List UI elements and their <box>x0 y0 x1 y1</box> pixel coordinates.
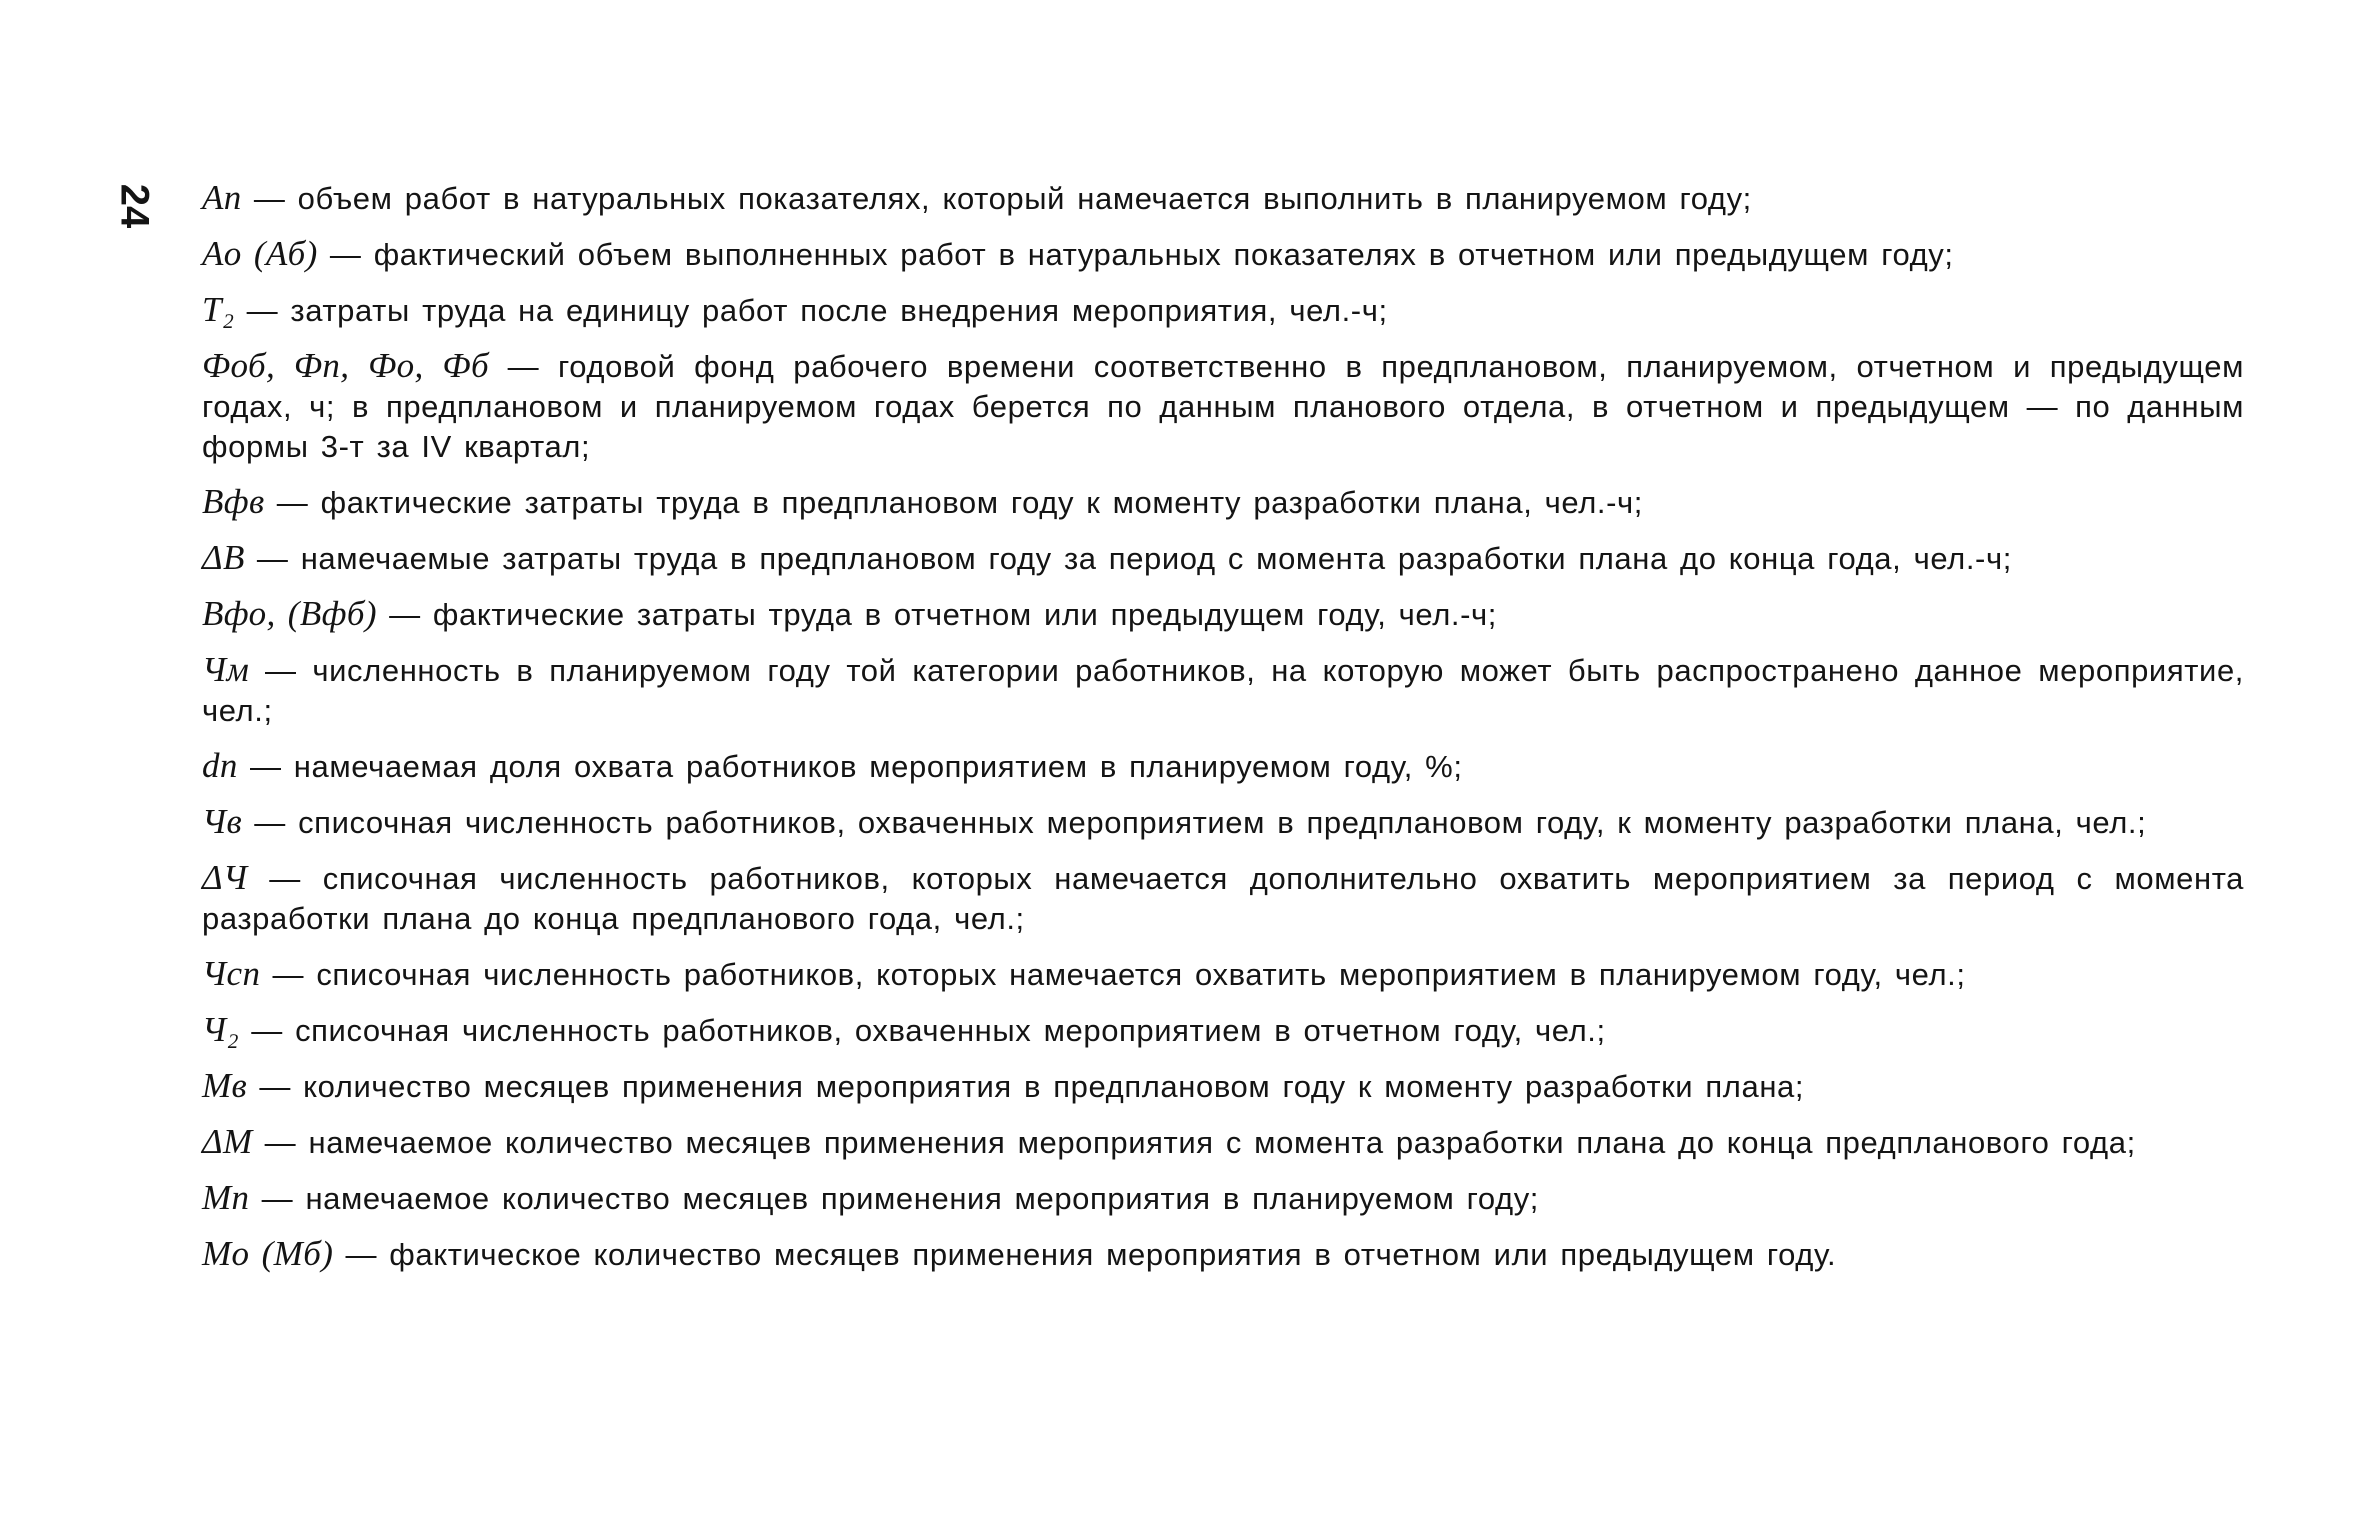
definition-item <box>202 594 2244 634</box>
definition-text: — затраты труда на единицу работ после внедрения мероприятия, чел.-ч; <box>246 293 1388 328</box>
definition-item <box>202 1178 2244 1218</box>
definition-text: — списочная численность работников, охваченных мероприятием в предплановом году, к моменту разработки плана, чел.; <box>254 805 2147 840</box>
definition-symbol: Mв <box>202 1066 248 1105</box>
definition-text: — списочная численность работников, охваченных мероприятием в отчетном году, чел.; <box>251 1013 1606 1048</box>
definition-text: — численность в планируемом году той категории работников, на которую может быть распространено данное мероприятие, чел.; <box>202 653 2244 728</box>
definition-symbol: Ч₂ <box>202 1010 240 1049</box>
definition-symbol: Чсп <box>202 954 261 993</box>
definition-symbol: Mо (Mб) <box>202 1234 334 1273</box>
definition-item <box>202 178 2244 218</box>
definition-text: — намечаемая доля охвата работников мероприятием в планируемом году, %; <box>249 749 1463 784</box>
definition-symbol: Bфв <box>202 482 265 521</box>
definition-symbol: Фоб, Фп, Фо, Фб <box>202 346 489 385</box>
definition-text: — намечаемое количество месяцев применения мероприятия с момента разработки плана до конца предпланового года; <box>264 1125 2136 1160</box>
definition-symbol: ΔM <box>202 1122 253 1161</box>
definition-text: — списочная численность работников, которых намечается охватить мероприятием в планируемом году, чел.; <box>272 957 1966 992</box>
definition-symbol: Чв <box>202 802 243 841</box>
definition-item <box>202 954 2244 994</box>
definition-item <box>202 234 2244 274</box>
definition-symbol: ΔB <box>202 538 245 577</box>
definition-item <box>202 538 2244 578</box>
definition-symbol: Aо (Aб) <box>202 234 318 273</box>
definition-item <box>202 1234 2244 1274</box>
definition-text: — фактические затраты труда в предплановом году к моменту разработки плана, чел.-ч; <box>276 485 1644 520</box>
definition-item <box>202 482 2244 522</box>
definition-item <box>202 650 2244 730</box>
definition-text: — намечаемое количество месяцев применения мероприятия в планируемом году; <box>261 1181 1540 1216</box>
definition-symbol: dп <box>202 746 238 785</box>
definition-text: — фактическое количество месяцев применения мероприятия в отчетном или предыдущем году. <box>345 1237 1837 1272</box>
definition-symbol: ΔЧ <box>202 858 248 897</box>
definition-item <box>202 802 2244 842</box>
definition-item <box>202 290 2244 330</box>
definition-item <box>202 1010 2244 1050</box>
definition-text: — намечаемые затраты труда в предплановом году за период с момента разработки плана до конца года, чел.-ч; <box>256 541 2012 576</box>
definition-text: — списочная численность работников, которых намечается дополнительно охватить мероприятием за период с момента разработки плана до конца предпланового года, чел.; <box>202 861 2244 936</box>
definition-symbol: Mп <box>202 1178 250 1217</box>
definition-symbol: Чм <box>202 650 250 689</box>
definitions-list <box>202 178 2244 1290</box>
definition-item <box>202 1122 2244 1162</box>
definition-text: — количество месяцев применения мероприятия в предплановом году к моменту разработки плана; <box>259 1069 1805 1104</box>
page-number: 24 <box>112 183 157 229</box>
definition-text: — объем работ в натуральных показателях, который намечается выполнить в планируемом году; <box>253 181 1752 216</box>
definition-text: — фактический объем выполненных работ в натуральных показателях в отчетном или предыдущем году; <box>329 237 1954 272</box>
definition-symbol: T₂ <box>202 290 235 329</box>
definition-symbol: Bфо, (Bфб) <box>202 594 377 633</box>
definition-item <box>202 746 2244 786</box>
definition-item <box>202 346 2244 466</box>
definition-text: — фактические затраты труда в отчетном или предыдущем году, чел.-ч; <box>389 597 1497 632</box>
definition-item <box>202 1066 2244 1106</box>
definition-item <box>202 858 2244 938</box>
definition-symbol: Aп <box>202 178 242 217</box>
definition-text: — годовой фонд рабочего времени соответственно в предплановом, планируемом, отчетном и предыдущем годах, ч; в предплановом и планируемом годах берется по данным планового отдела, в отчетном и предыдущем — по данным формы 3-т за IV квартал; <box>202 349 2244 464</box>
